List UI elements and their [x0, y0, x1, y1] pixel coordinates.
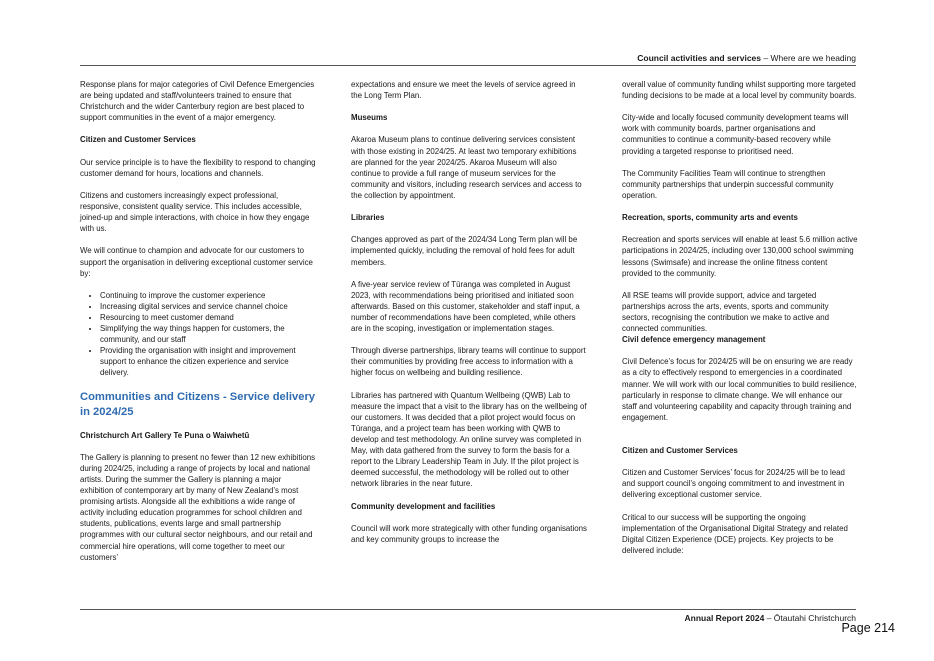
paragraph: All RSE teams will provide support, advice and targeted partnerships across the arts, events, sports and community sectors, recognising the contribution we make to active and connected communities. [622, 290, 830, 334]
paragraph: Libraries has partnered with Quantum Wellbeing (QWB) Lab to measure the impact that a visit to the library has on the wellbeing of our customers. It was decided that a pilot project would focus on Tūranga, and a project team has been working with QWB to develop and test methodology. An online survey was completed in May, with data gathered from the survey to form the basis for a report to the Library Leadership Team in July. If the pilot project is deemed successful, the methodology will be rolled out to other network libraries in the near future. [351, 390, 587, 489]
paragraph: We will continue to champion and advocate for our customers to support the organisation in delivering exceptional customer service by: [80, 246, 313, 278]
paragraph: overall value of community funding whilst supporting more targeted funding decisions to be made at a local level by community boards. [622, 80, 857, 101]
section-heading: Communities and Citizens - Service delivery in 2024/25 [80, 390, 316, 419]
subheading-civil-defence: Civil defence emergency management [622, 335, 766, 345]
paragraph: Recreation and sports services will enable at least 5.6 million active participations in 2024/25, including over 130,000 school swimming lessons (Swimsafe) and increase the online fitness content provided to the community. [622, 235, 858, 278]
list-item: • Increasing digital services and service channel choice [100, 301, 316, 312]
paragraph: The Community Facilities Team will continue to strengthen community partnerships that underpin successful community operation. [622, 168, 834, 200]
footer-place: – Ōtautahi Christchurch [764, 613, 856, 623]
subheading-citizen-customer-services: Citizen and Customer Services [80, 135, 196, 145]
list-item: • Simplifying the way things happen for customers, the community, and our staff [100, 323, 316, 345]
paragraph: Citizen and Customer Services’ focus for 2024/25 will be to lead and support council’s ongoing commitment to and investment in delivering exceptional customer service. [622, 468, 845, 500]
paragraph: City-wide and locally focused community development teams will work with community boards, partner organisations and communities to continue a community-based recovery while providing a targeted response to prioritised need. [622, 113, 849, 156]
running-footer [80, 612, 856, 624]
paragraph: Changes approved as part of the 2024/34 Long Term plan will be implemented quickly, including the removal of hold fees for adult members. [351, 235, 578, 267]
paragraph: Citizens and customers increasingly expect professional, responsive, consistent quality service. This includes accessible, joined-up and simple interactions, with choice in how they engage with us. [80, 190, 310, 234]
subheading-libraries: Libraries [351, 213, 385, 223]
footer-rule [80, 609, 856, 610]
subheading-museums: Museums [351, 113, 388, 123]
paragraph: Response plans for major categories of Civil Defence Emergencies are being updated and staff/volunteers trained to ensure that Christchurch and the wider Canterbury region are best placed to support communities in the event of a major emergency. [80, 80, 315, 123]
column-middle [351, 79, 587, 545]
paragraph: expectations and ensure we meet the levels of service agreed in the Long Term Plan. [351, 80, 576, 101]
paragraph: Through diverse partnerships, library teams will continue to support their communities by providing free access to information with a higher focus on wellbeing and building resilience. [351, 346, 586, 378]
paragraph: A five-year service review of Tūranga was completed in August 2023, with recommendations being prioritised and initiated soon afterwards. Based on this customer, stakeholder and staff input, a number of recommendations have been completed, while others are in the scoping, investigation or implementation stages. [351, 279, 580, 334]
subheading-art-gallery: Christchurch Art Gallery Te Puna o Waiwhetū [80, 430, 250, 440]
paragraph: Our service principle is to have the flexibility to respond to changing customer demand for hours, locations and channels. [80, 157, 316, 178]
header-rule [80, 65, 856, 66]
column-left [80, 79, 316, 563]
paragraph: Akaroa Museum plans to continue delivering services consistent with those existing in 2024/25. At least two temporary exhibitions are planned for the year 2024/25. Akaroa Museum will also continue to provide a full range of museum services for the community and visitors, including research services and access to the collection by appointment. [351, 135, 582, 200]
running-header [80, 51, 856, 65]
footer-report-title: Annual Report 2024 [684, 613, 765, 623]
subheading-recreation: Recreation, sports, community arts and events [622, 213, 798, 223]
bullet-list [80, 290, 316, 379]
paragraph: The Gallery is planning to present no fewer than 12 new exhibitions during 2024/25, including a range of projects by local and national artists. During the summer the Gallery is planning a major exhibition of contemporary art by many of New Zealand’s most promising artists. Alongside all the exhibitions a wide range of activity including education programmes for school children and students, publications, events large and small partnership programmes with our cultural sector neighbours, and our retail and commercial hire operations, will come together to meet our customers’ [80, 452, 316, 562]
paragraph: Critical to our success will be supporting the ongoing implementation of the Organisational Digital Strategy and related Digital Citizen Experience (DCE) projects. Key projects to be delivered include: [622, 512, 848, 555]
page-number: Page 214 [841, 621, 895, 635]
column-right [622, 79, 858, 556]
list-item: • Continuing to improve the customer experience [100, 290, 316, 301]
header-section-title: Council activities and services [637, 53, 762, 63]
list-item: • Providing the organisation with insight and improvement support to enhance the citizen experience and service delivery. [100, 345, 316, 378]
paragraph: Civil Defence’s focus for 2024/25 will be on ensuring we are ready as a city to effectively respond to emergencies in a coordinated manner. We will work with our local communities to build resilience, particularly in response to climate change. We will enhance our staff and volunteering capability and capacity through training and engagement. [622, 357, 857, 422]
subheading-community-development: Community development and facilities [351, 501, 496, 511]
subheading-citizen-customer-services: Citizen and Customer Services [622, 446, 738, 456]
list-item: • Resourcing to meet customer demand [100, 312, 316, 323]
header-section-subtitle: – Where are we heading [761, 53, 856, 63]
paragraph: Council will work more strategically with other funding organisations and key community groups to increase the [351, 523, 587, 544]
